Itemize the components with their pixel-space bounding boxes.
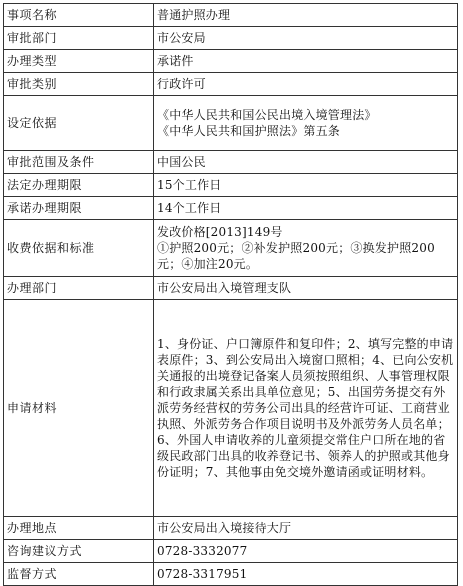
legal-period-value: 15个工作日 <box>154 174 458 197</box>
location-value: 市公安局出入境接待大厅 <box>154 517 458 540</box>
row-legal-basis <box>4 96 458 151</box>
fee-basis-value <box>154 220 458 277</box>
row-location <box>4 517 458 540</box>
approval-category-value: 行政许可 <box>154 73 458 96</box>
fee-basis-standards: ①护照200元；②补发护照200元；③换发护照200元；④加注20元。 <box>157 241 435 271</box>
row-approval-dept <box>4 27 458 50</box>
legal-basis-line: 《中华人民共和国公民出境入境管理法》 <box>157 108 377 122</box>
consult-label: 咨询建议方式 <box>4 540 154 563</box>
supervise-label: 监督方式 <box>4 563 154 586</box>
location-label: 办理地点 <box>4 517 154 540</box>
procedure-info-table <box>3 3 458 586</box>
scope-conditions-label: 审批范围及条件 <box>4 151 154 174</box>
row-consult <box>4 540 458 563</box>
item-name-label: 事项名称 <box>4 4 154 27</box>
legal-basis-value <box>154 96 458 151</box>
handling-type-label: 办理类型 <box>4 50 154 73</box>
row-approval-category <box>4 73 458 96</box>
legal-basis-label: 设定依据 <box>4 96 154 151</box>
fee-basis-label: 收费依据和标准 <box>4 220 154 277</box>
row-handling-type <box>4 50 458 73</box>
fee-basis-doc-number: 发改价格[2013]149号 <box>157 225 283 239</box>
row-legal-period <box>4 174 458 197</box>
handling-dept-label: 办理部门 <box>4 277 154 300</box>
handling-dept-value: 市公安局出入境管理支队 <box>154 277 458 300</box>
approval-dept-label: 审批部门 <box>4 27 154 50</box>
consult-phone: 0728-3332077 <box>154 540 458 563</box>
row-item-name <box>4 4 458 27</box>
materials-label: 申请材料 <box>4 300 154 517</box>
row-handling-dept <box>4 277 458 300</box>
handling-type-value: 承诺件 <box>154 50 458 73</box>
promised-period-label: 承诺办理期限 <box>4 197 154 220</box>
approval-category-label: 审批类别 <box>4 73 154 96</box>
approval-dept-value: 市公安局 <box>154 27 458 50</box>
row-fee-basis <box>4 220 458 277</box>
supervise-phone: 0728-3317951 <box>154 563 458 586</box>
row-promised-period <box>4 197 458 220</box>
legal-period-label: 法定办理期限 <box>4 174 154 197</box>
promised-period-value: 14个工作日 <box>154 197 458 220</box>
item-name-value: 普通护照办理 <box>154 4 458 27</box>
row-scope-conditions <box>4 151 458 174</box>
legal-basis-line: 《中华人民共和国护照法》第五条 <box>157 124 341 138</box>
row-materials <box>4 300 458 517</box>
row-supervise <box>4 563 458 586</box>
materials-value: 1、身份证、户口簿原件和复印件；2、填写完整的申请表原件；3、到公安局出入境窗口照相；4、已向公安机关通报的出境登记备案人员须按照组织、人事管理权限和行政隶属关系出具单位意见；5、出国劳务提交有外派劳务经营权的劳务公司出具的经营许可证、工商营业执照、外派劳务合作项目说明书及外派劳务人员名单；6、外国人申请收养的儿童须提交常住户口所在地的省级民政部门出具的收养登记书、领养人的护照或其他身份证明；7、其他事由免交境外邀请函或证明材料。 <box>154 300 458 517</box>
scope-conditions-value: 中国公民 <box>154 151 458 174</box>
